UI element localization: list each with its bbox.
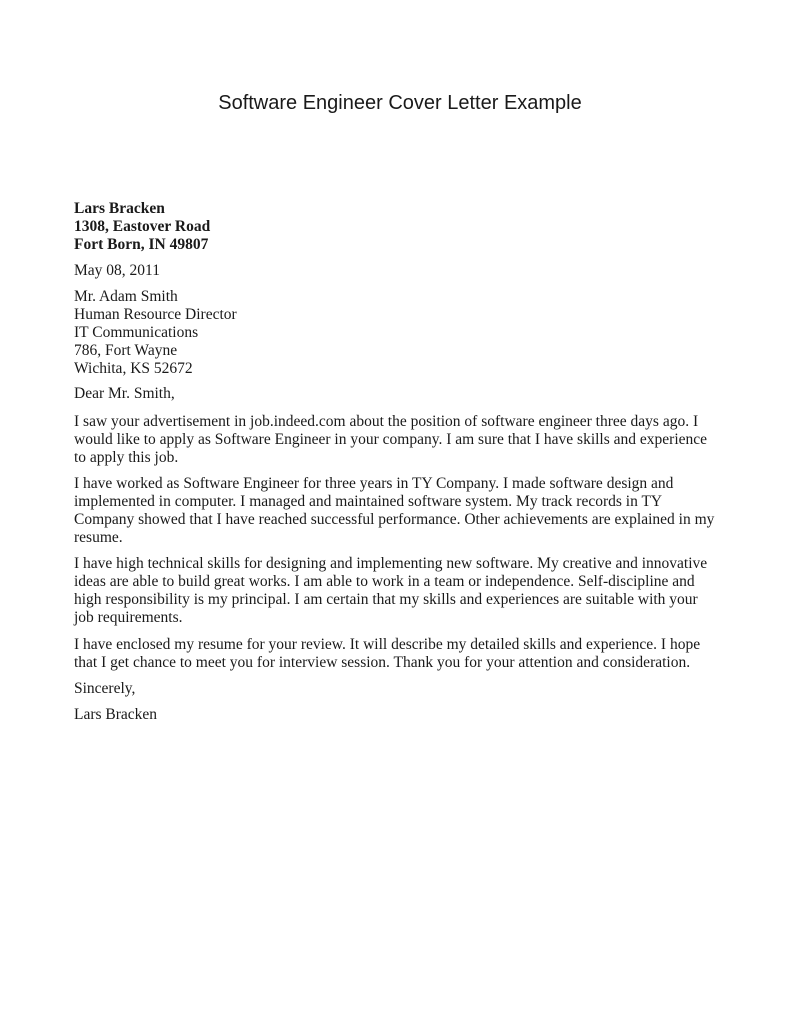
sender-name: Lars Bracken [74, 200, 165, 217]
sender-block [74, 200, 734, 254]
document-title: Software Engineer Cover Letter Example [218, 92, 582, 114]
signature-name: Lars Bracken [74, 706, 158, 723]
paragraph-line: that I get chance to meet you for interview session. Thank you for your attention and consideration. [74, 654, 691, 671]
recipient-address-line1: 786, Fort Wayne [74, 342, 178, 359]
recipient-address-line2: Wichita, KS 52672 [74, 360, 193, 377]
sender-address-line2: Fort Born, IN 49807 [74, 236, 209, 253]
recipient-title: Human Resource Director [74, 306, 237, 323]
paragraph-line: job requirements. [74, 609, 183, 626]
paragraph-4 [74, 636, 734, 672]
recipient-name: Mr. Adam Smith [74, 288, 178, 305]
salutation-text: Dear Mr. Smith, [74, 385, 175, 402]
closing-text: Sincerely, [74, 680, 136, 697]
paragraph-line: to apply this job. [74, 449, 179, 466]
paragraph-line: I have high technical skills for designing and implementing new software. My creative and innovative [74, 555, 708, 572]
sender-address-line1: 1308, Eastover Road [74, 218, 211, 235]
paragraph-1 [74, 413, 734, 467]
paragraph-line: resume. [74, 529, 123, 546]
date-text: May 08, 2011 [74, 262, 160, 279]
signature [74, 706, 734, 724]
paragraph-3 [74, 555, 734, 627]
paragraph-line: I saw your advertisement in job.indeed.com about the position of software engineer three days ago. I [74, 413, 699, 430]
paragraph-line: would like to apply as Software Engineer in your company. I am sure that I have skills and experience [74, 431, 708, 448]
paragraph-line: Company showed that I have reached successful performance. Other achievements are explained in my [74, 511, 715, 528]
letter-date [74, 262, 734, 280]
paragraph-line: ideas are able to build great works. I am able to work in a team or independence. Self-discipline and [74, 573, 695, 590]
recipient-company: IT Communications [74, 324, 199, 341]
salutation [74, 385, 734, 403]
paragraph-line: high responsibility is my principal. I am certain that my skills and experiences are suitable with your [74, 591, 698, 608]
paragraph-line: I have worked as Software Engineer for three years in TY Company. I made software design and [74, 475, 674, 492]
paragraph-line: I have enclosed my resume for your review. It will describe my detailed skills and experience. I hope [74, 636, 701, 653]
paragraph-line: implemented in computer. I managed and maintained software system. My track records in TY [74, 493, 663, 510]
recipient-block [74, 288, 734, 378]
closing [74, 680, 734, 698]
paragraph-2 [74, 475, 734, 547]
